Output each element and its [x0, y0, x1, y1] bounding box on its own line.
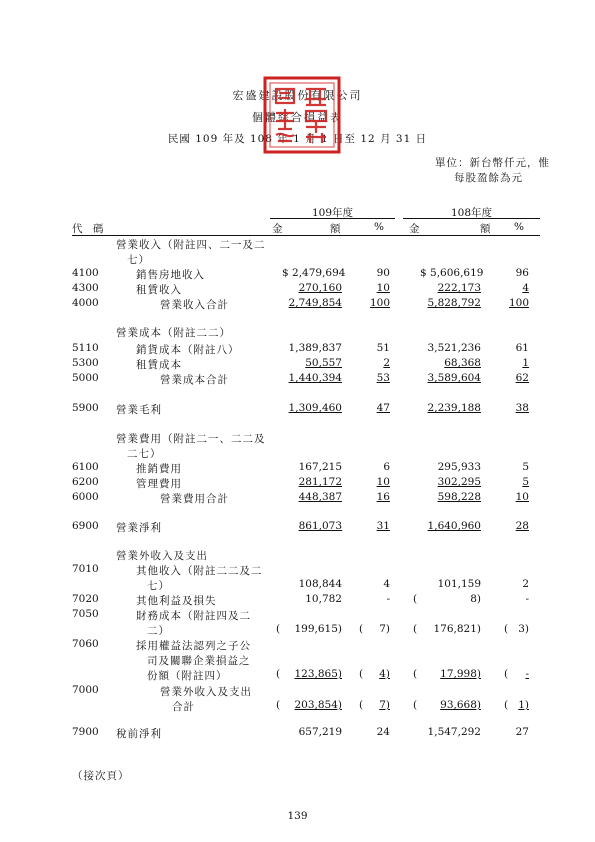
row-code: 4000	[72, 297, 99, 309]
row-label: 二七）	[127, 448, 162, 460]
row-pct-108: 5	[522, 476, 529, 488]
row-amount-109: 448,387	[298, 491, 342, 503]
row-pct-108: -	[525, 668, 529, 680]
row-pct-108: 10	[515, 491, 529, 503]
rule-a109	[270, 235, 351, 236]
row-pct-108: 4	[522, 282, 529, 294]
col-109-amount-a: 金	[272, 223, 283, 235]
row-pct-109: 90	[376, 267, 390, 279]
row-amount-109: 657,219	[298, 726, 342, 738]
row-label: 營業收入合計	[160, 299, 229, 311]
col-108-amount-b: 額	[480, 223, 491, 235]
unit-line-1: 單位：新台幣仟元，惟	[435, 157, 550, 169]
col-109-header: 109年度	[311, 207, 354, 219]
row-label: 營業成本（附註二二）	[116, 327, 231, 339]
row-pct-109: 100	[369, 297, 390, 309]
row-amount-108: 17,998)	[440, 668, 481, 680]
row-label: 其他利益及損失	[136, 595, 217, 607]
row-label: 營業費用（附註二一、二二及	[116, 433, 266, 445]
row-label: 營業淨利	[116, 522, 162, 534]
row-label: 七）	[127, 254, 150, 266]
row-code: 4300	[72, 282, 99, 294]
col-108-amount-a: 金	[409, 223, 420, 235]
row-code: 6000	[72, 491, 99, 503]
row-amount-109: 1,309,460	[288, 402, 342, 414]
paren-open: (	[504, 668, 509, 680]
row-amount-108: 598,228	[437, 491, 481, 503]
row-amount-108: 8)	[470, 593, 481, 605]
row-label: 採用權益法認列之子公	[136, 640, 251, 652]
row-pct-109: 6	[383, 461, 390, 473]
row-amount-109: 167,215	[298, 461, 342, 473]
row-amount-109: 270,160	[298, 282, 342, 294]
row-label: 七）	[147, 580, 170, 592]
company-seal-icon	[262, 75, 342, 155]
row-pct-108: 38	[515, 402, 529, 414]
row-pct-109: 10	[376, 476, 390, 488]
row-code: 7020	[72, 593, 99, 605]
row-label: 營業成本合計	[160, 374, 229, 386]
row-amount-108: $ 5,606,619	[420, 267, 484, 279]
row-pct-109: 24	[376, 726, 390, 738]
row-pct-109: 10	[376, 282, 390, 294]
row-pct-108: 28	[515, 520, 529, 532]
row-amount-108: 5,828,792	[427, 297, 481, 309]
page-number: 139	[287, 810, 308, 822]
company-name: 宏盛建設股份有限公司	[232, 89, 363, 102]
row-pct-109: 7)	[379, 623, 390, 635]
row-amount-109: 861,073	[298, 520, 342, 532]
row-amount-108: 302,295	[437, 476, 481, 488]
row-amount-108: 1,547,292	[427, 726, 481, 738]
paren-open: (	[413, 623, 418, 635]
row-pct-109: 53	[376, 372, 390, 384]
row-amount-108: 3,521,236	[427, 342, 481, 354]
row-amount-108: 3,589,604	[427, 372, 481, 384]
row-code: 4100	[72, 267, 99, 279]
row-amount-108: 222,173	[437, 282, 481, 294]
row-amount-109: 203,854)	[294, 699, 342, 711]
row-code: 6900	[72, 520, 99, 532]
row-pct-109: 16	[376, 491, 390, 503]
paren-open: (	[276, 668, 281, 680]
row-code: 5300	[72, 357, 99, 369]
row-code: 5110	[72, 342, 99, 354]
row-pct-108: 1)	[518, 699, 529, 711]
row-code: 5900	[72, 402, 99, 414]
paren-open: (	[276, 699, 281, 711]
col-108-rule	[403, 218, 540, 219]
col-109-rule	[270, 218, 395, 219]
row-amount-108: 101,159	[437, 578, 481, 590]
row-pct-108: 1	[522, 357, 529, 369]
row-label: 銷貨成本（附註八）	[136, 344, 240, 356]
paren-open: (	[359, 623, 364, 635]
row-pct-109: -	[386, 593, 390, 605]
row-amount-109: 123,865)	[294, 668, 342, 680]
row-code: 6100	[72, 461, 99, 473]
row-label: 營業外收入及支出	[160, 686, 252, 698]
row-code: 7010	[72, 563, 99, 575]
row-pct-108: 61	[515, 342, 529, 354]
row-amount-109: 281,172	[298, 476, 342, 488]
row-label: 推銷費用	[136, 463, 182, 475]
row-label: 租賃收入	[136, 284, 182, 296]
row-amount-109: 199,615)	[294, 623, 342, 635]
row-amount-109: 1,389,837	[288, 342, 342, 354]
row-pct-108: -	[525, 593, 529, 605]
row-label: 司及關聯企業損益之	[147, 655, 251, 667]
row-amount-109: 108,844	[298, 578, 342, 590]
paren-open: (	[413, 699, 418, 711]
row-pct-109: 2	[383, 357, 390, 369]
row-label: 銷售房地收入	[136, 269, 205, 281]
row-label: 營業收入（附註四、二一及二	[116, 239, 266, 251]
col-code-header: 代 碼	[72, 223, 104, 235]
row-code: 7060	[72, 638, 99, 650]
row-label: 租賃成本	[136, 359, 182, 371]
row-label: 營業毛利	[116, 404, 162, 416]
row-code: 6200	[72, 476, 99, 488]
row-amount-109: 50,557	[305, 357, 342, 369]
row-pct-108: 96	[515, 267, 529, 279]
row-amount-108: 295,933	[437, 461, 481, 473]
row-label: 營業費用合計	[160, 493, 229, 505]
row-label: 管理費用	[136, 478, 182, 490]
row-pct-108: 27	[515, 726, 529, 738]
row-pct-108: 2	[522, 578, 529, 590]
paren-open: (	[359, 668, 364, 680]
paren-open: (	[413, 668, 418, 680]
row-amount-108: 2,239,188	[427, 402, 481, 414]
paren-open: (	[413, 593, 418, 605]
statement-title: 個體綜合損益表	[252, 111, 343, 124]
col-109-amount-b: 額	[330, 223, 341, 235]
row-pct-109: 47	[376, 402, 390, 414]
row-pct-109: 51	[376, 342, 390, 354]
row-amount-108: 93,668)	[440, 699, 481, 711]
row-pct-109: 4	[383, 578, 390, 590]
col-108-pct: %	[514, 221, 524, 233]
col-109-pct: %	[374, 221, 384, 233]
row-code: 7000	[72, 684, 99, 696]
row-pct-109: 4)	[379, 668, 390, 680]
row-pct-108: 62	[515, 372, 529, 384]
row-label: 營業外收入及支出	[116, 550, 208, 562]
row-label: 二）	[147, 625, 170, 637]
row-code: 7050	[72, 608, 99, 620]
statement-period: 民國 109 年及 108 年 1 月 1 日至 12 月 31 日	[167, 133, 428, 145]
row-label: 合計	[172, 701, 195, 713]
row-pct-108: 5	[522, 461, 529, 473]
row-label: 稅前淨利	[116, 728, 162, 740]
row-label: 財務成本（附註四及二	[136, 610, 251, 622]
continued-note: （接次頁）	[72, 770, 130, 782]
row-amount-108: 176,821)	[433, 623, 481, 635]
row-amount-109: 2,749,854	[288, 297, 342, 309]
row-amount-109: 10,782	[305, 593, 342, 605]
row-amount-108: 68,368	[444, 357, 481, 369]
row-pct-109: 7)	[379, 699, 390, 711]
row-pct-108: 100	[508, 297, 529, 309]
col-108-header: 108年度	[450, 207, 493, 219]
row-label: 其他收入（附註二二及二	[136, 565, 263, 577]
row-code: 7900	[72, 726, 99, 738]
row-amount-109: $ 2,479,694	[282, 267, 346, 279]
paren-open: (	[276, 623, 281, 635]
row-label: 份額（附註四）	[147, 670, 228, 682]
row-pct-109: 31	[376, 520, 390, 532]
row-code: 5000	[72, 372, 99, 384]
paren-open: (	[359, 699, 364, 711]
row-pct-108: 3)	[518, 623, 529, 635]
paren-open: (	[504, 699, 509, 711]
paren-open: (	[504, 623, 509, 635]
unit-line-2: 每股盈餘為元	[454, 172, 523, 184]
row-amount-109: 1,440,394	[288, 372, 342, 384]
row-amount-108: 1,640,960	[427, 520, 481, 532]
